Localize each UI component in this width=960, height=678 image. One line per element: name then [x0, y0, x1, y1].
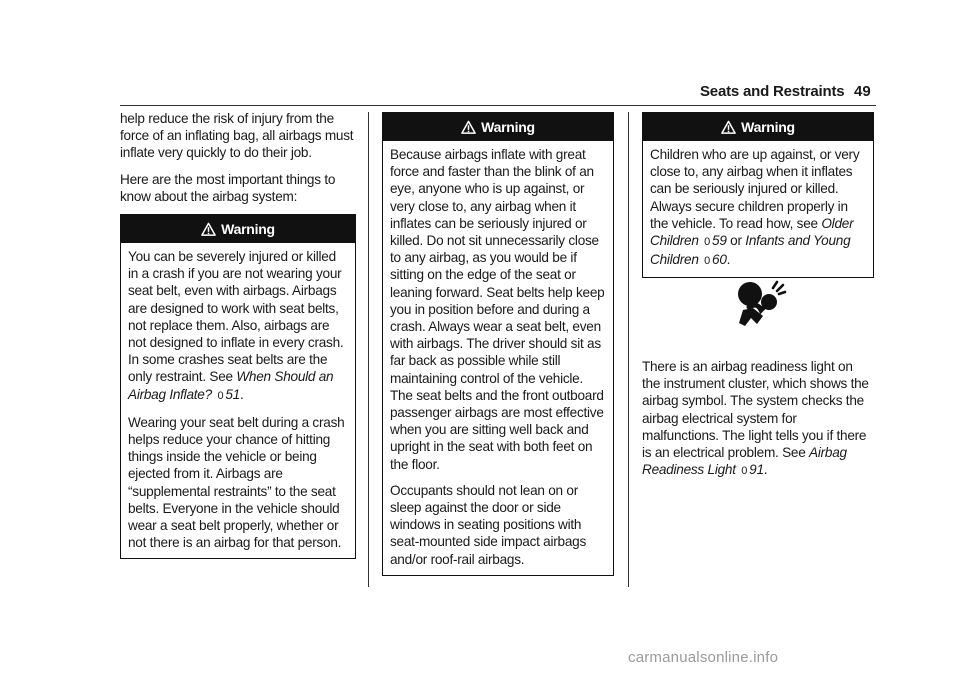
cross-reference-link[interactable]: Older Children: [650, 215, 854, 249]
cross-reference-link[interactable]: Infants and Young Children: [650, 233, 851, 268]
page-ref-arrow: 0: [704, 255, 711, 268]
warning-icon: [201, 222, 216, 237]
column-divider: [368, 112, 369, 587]
header-page-number: 49: [854, 83, 871, 100]
warning-title: Warning: [481, 119, 535, 135]
airbag-light-paragraph: [642, 358, 874, 480]
warning-paragraph: Occupants should not lean on or sleep against the door or side windows in seating positions with seat-mounted side impact airbags and/or roof-rail airbags.: [390, 482, 587, 567]
warning-paragraph: Because airbags inflate with great force and faster than the blink of an eye, anyone who is up against, or very close to, any airbag when it inflates can be seriously injured or killed. Do not sit unnecessarily close to any airbag, as you would be if sitting on the edge of the seat or leaning forward. Seat belts help keep you in position before and during a crash. Always wear a seat belt, even with airbags. The driver should sit as far back as possible while still maintaining control of the vehicle. The seat belts and the front outboard passenger airbags are most effective when you are sitting well back and upright in the seat with both feet on the floor.: [390, 147, 605, 472]
warning-header: [121, 215, 355, 243]
page-ref-arrow: 0: [217, 389, 224, 402]
column-1: [120, 110, 356, 559]
warning-paragraph: [650, 146, 867, 270]
warning-header: [643, 113, 873, 141]
intro-paragraph: help reduce the risk of injury from the force of an inflating bag, all airbags must inflate very quickly to do their job.: [120, 111, 354, 161]
warning-body: [643, 141, 873, 277]
column-divider: [628, 112, 629, 587]
warning-text: or: [726, 233, 746, 249]
warning-icon: [461, 120, 476, 135]
warning-box: [120, 214, 356, 559]
airbag-readiness-icon: [735, 280, 787, 328]
page-ref-arrow: 0: [741, 465, 748, 478]
warning-text: You can be severely injured or killed in a crash if you are not wearing your seat belt, even with airbags. Airbags are designed to work with seat belts, not replace them. Also, airbags are not designed to inflate in every crash. In some crashes seat belts are the only restraint. See: [128, 249, 344, 385]
warning-title: Warning: [221, 221, 275, 238]
warning-body: [121, 243, 355, 558]
page-ref-arrow: 0: [704, 236, 711, 249]
warning-text: Children who are up against, or very close to, any airbag when it inflates can be seriously injured or killed. Always secure children properly in the vehicle. To read how, see: [650, 147, 860, 231]
header-section-title: Seats and Restraints: [700, 83, 845, 100]
cross-reference-page[interactable]: 60: [712, 252, 727, 268]
warning-header: [383, 113, 613, 141]
column-2: [382, 104, 614, 576]
warning-paragraph: Wearing your seat belt during a crash helps reduce your chance of hitting things inside the vehicle or being ejected from it. Airbags are “supplemental restraints” to the seat belts. Everyone in the vehicle should wear a seat belt properly, whether or not there is an airbag for that person.: [128, 414, 345, 551]
warning-title: Warning: [741, 119, 795, 135]
warning-body: [383, 141, 613, 575]
cross-reference-link[interactable]: When Should an Airbag Inflate?: [128, 369, 334, 402]
warning-paragraph: [128, 248, 349, 405]
cross-reference-page[interactable]: 59: [712, 233, 727, 249]
column-3: [642, 104, 874, 478]
intro-paragraph: Here are the most important things to know about the airbag system:: [120, 171, 336, 204]
cross-reference-page[interactable]: 51: [225, 386, 240, 402]
cross-reference-link[interactable]: Airbag Readiness Light: [642, 445, 847, 478]
warning-icon: [721, 120, 736, 135]
cross-reference-page[interactable]: 91: [749, 462, 764, 478]
punctuation: .: [239, 386, 244, 402]
warning-box: [642, 112, 874, 278]
punctuation: .: [763, 462, 768, 478]
watermark: carmanualsonline.info: [628, 649, 779, 666]
warning-box: [382, 112, 614, 576]
punctuation: .: [726, 252, 731, 268]
body-text: There is an airbag readiness light on the instrument cluster, which shows the airbag symbol. The system checks the airbag electrical system for malfunctions. The light tells you if there is an electrical problem. See: [642, 359, 869, 461]
